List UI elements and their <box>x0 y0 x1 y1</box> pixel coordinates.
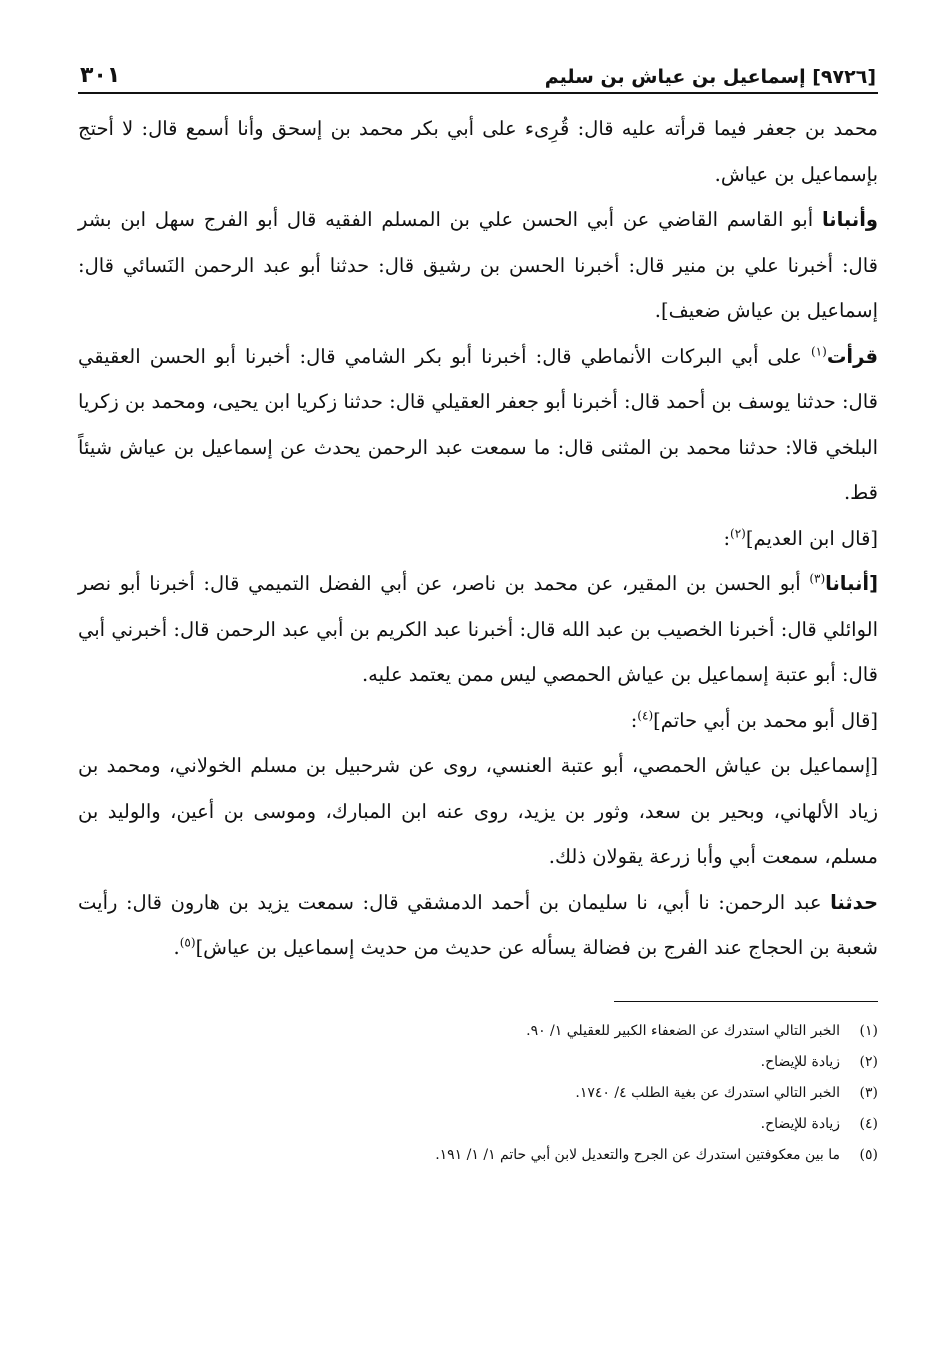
paragraph-3 <box>78 334 878 516</box>
footnotes <box>78 1016 878 1171</box>
footnote-1 <box>78 1016 878 1047</box>
footnote-ref-3[interactable]: (٣) <box>809 571 826 586</box>
footnote-text: ما بين معكوفتين استدرك عن الجرح والتعديل لابن أبي حاتم ١/ ١/ ١٩١. <box>435 1146 840 1163</box>
running-header <box>78 48 878 94</box>
paragraph-suffix: : <box>723 526 731 550</box>
footnote-number: (٥) <box>859 1146 878 1163</box>
paragraph-lead: [أنبانا <box>825 572 879 595</box>
page-number: ٣٠١ <box>80 63 121 88</box>
paragraph-text: أبو القاسم القاضي عن أبي الحسن علي بن المسلم الفقيه قال أبو الفرج سهل ابن بشر قال: أخبرنا علي بن منير قال: أخبرنا الحسن بن رشيق قال: حدثنا أبو عبد الرحمن النَسائي قال: إسماعيل بن عياش ضعيف]. <box>78 208 878 322</box>
footnote-ref-5[interactable]: (٥) <box>179 935 196 950</box>
main-text <box>78 106 878 971</box>
paragraph-text: [قال ابن العديم] <box>745 526 878 550</box>
footnote-divider <box>614 1001 878 1002</box>
footnote-5 <box>78 1140 878 1171</box>
footnote-2 <box>78 1047 878 1078</box>
footnote-ref-2[interactable]: (٢) <box>730 526 746 540</box>
footnote-ref-4[interactable]: (٤) <box>637 708 654 722</box>
footnote-ref-1[interactable]: (١) <box>810 344 827 358</box>
footnote-number: (٣) <box>859 1084 878 1101</box>
header-title: [٩٧٢٦] إسماعيل بن عياش بن سليم <box>544 66 876 88</box>
paragraph-6 <box>78 698 878 744</box>
paragraph-1 <box>78 106 878 197</box>
paragraph-text: عبد الرحمن: نا أبي، نا سليمان بن أحمد الدمشقي قال: سمعت يزيد بن هارون قال: رأيت شعبة بن الحجاج عند الفرج بن فضالة يسأله عن حديث من حديث إسماعيل بن عياش] <box>78 890 878 959</box>
footnote-text: الخبر التالي استدرك عن الضعفاء الكبير للعقيلي ١/ ٩٠. <box>526 1022 840 1039</box>
book-page <box>78 48 878 1171</box>
footnote-text: زيادة للإيضاح. <box>760 1053 840 1070</box>
paragraph-7 <box>78 743 878 880</box>
paragraph-text: [إسماعيل بن عياش الحمصي، أبو عتبة العنسي، روى عن شرحبيل بن مسلم الخولاني، ومحمد بن زياد الألهاني، وبحير بن سعد، وثور بن يزيد، روى عنه ابن المبارك، وموسى بن أعين، والوليد بن مسلم، سمعت أبي وأبا زرعة يقولان ذلك. <box>78 754 878 868</box>
paragraph-suffix: : <box>630 708 638 732</box>
footnote-number: (١) <box>859 1022 878 1039</box>
footnote-4 <box>78 1109 878 1140</box>
paragraph-lead: وأنبانا <box>821 208 879 231</box>
footnote-text: الخبر التالي استدرك عن بغية الطلب ٤/ ١٧٤٠. <box>575 1084 840 1101</box>
paragraph-2 <box>78 197 878 334</box>
paragraph-lead: حدثنا <box>830 890 878 914</box>
paragraph-text: على أبي البركات الأنماطي قال: أخبرنا أبو بكر الشامي قال: أخبرنا أبو الحسن العقيقي قال: حدثنا يوسف بن أحمد قال: أخبرنا أبو جعفر العقيلي قال: حدثنا زكريا ابن يحيى، ومحمد بن زكريا البلخي قالا: حدثنا محمد بن المثنى قال: ما سمعت عبد الرحمن يحدث عن إسماعيل بن عياش شيئاً قط. <box>78 344 878 504</box>
paragraph-text: [قال أبو محمد بن أبي حاتم] <box>653 708 878 732</box>
paragraph-4 <box>78 516 878 562</box>
paragraph-8 <box>78 880 878 971</box>
footnote-3 <box>78 1078 878 1109</box>
footnote-number: (٤) <box>859 1115 878 1132</box>
paragraph-text: محمد بن جعفر فيما قرأته عليه قال: قُرِىء على أبي بكر محمد بن إسحق وأنا أسمع قال: لا أحتج بإسماعيل بن عياش. <box>78 117 878 186</box>
footnote-text: زيادة للإيضاح. <box>760 1115 840 1132</box>
footnote-number: (٢) <box>859 1053 878 1070</box>
paragraph-5 <box>78 561 878 698</box>
paragraph-text: أبو الحسن بن المقير، عن محمد بن ناصر، عن أبي الفضل التميمي قال: أخبرنا أبو نصر الوائلي قال: أخبرنا الخصيب بن عبد الله قال: أخبرنا عبد الكريم بن أبي عبد الرحمن قال: أخبرني أبي قال: أبو عتبة إسماعيل بن عياش الحمصي ليس ممن يعتمد عليه. <box>78 572 878 686</box>
paragraph-lead: قرأت <box>826 344 878 368</box>
paragraph-suffix: . <box>173 936 180 959</box>
